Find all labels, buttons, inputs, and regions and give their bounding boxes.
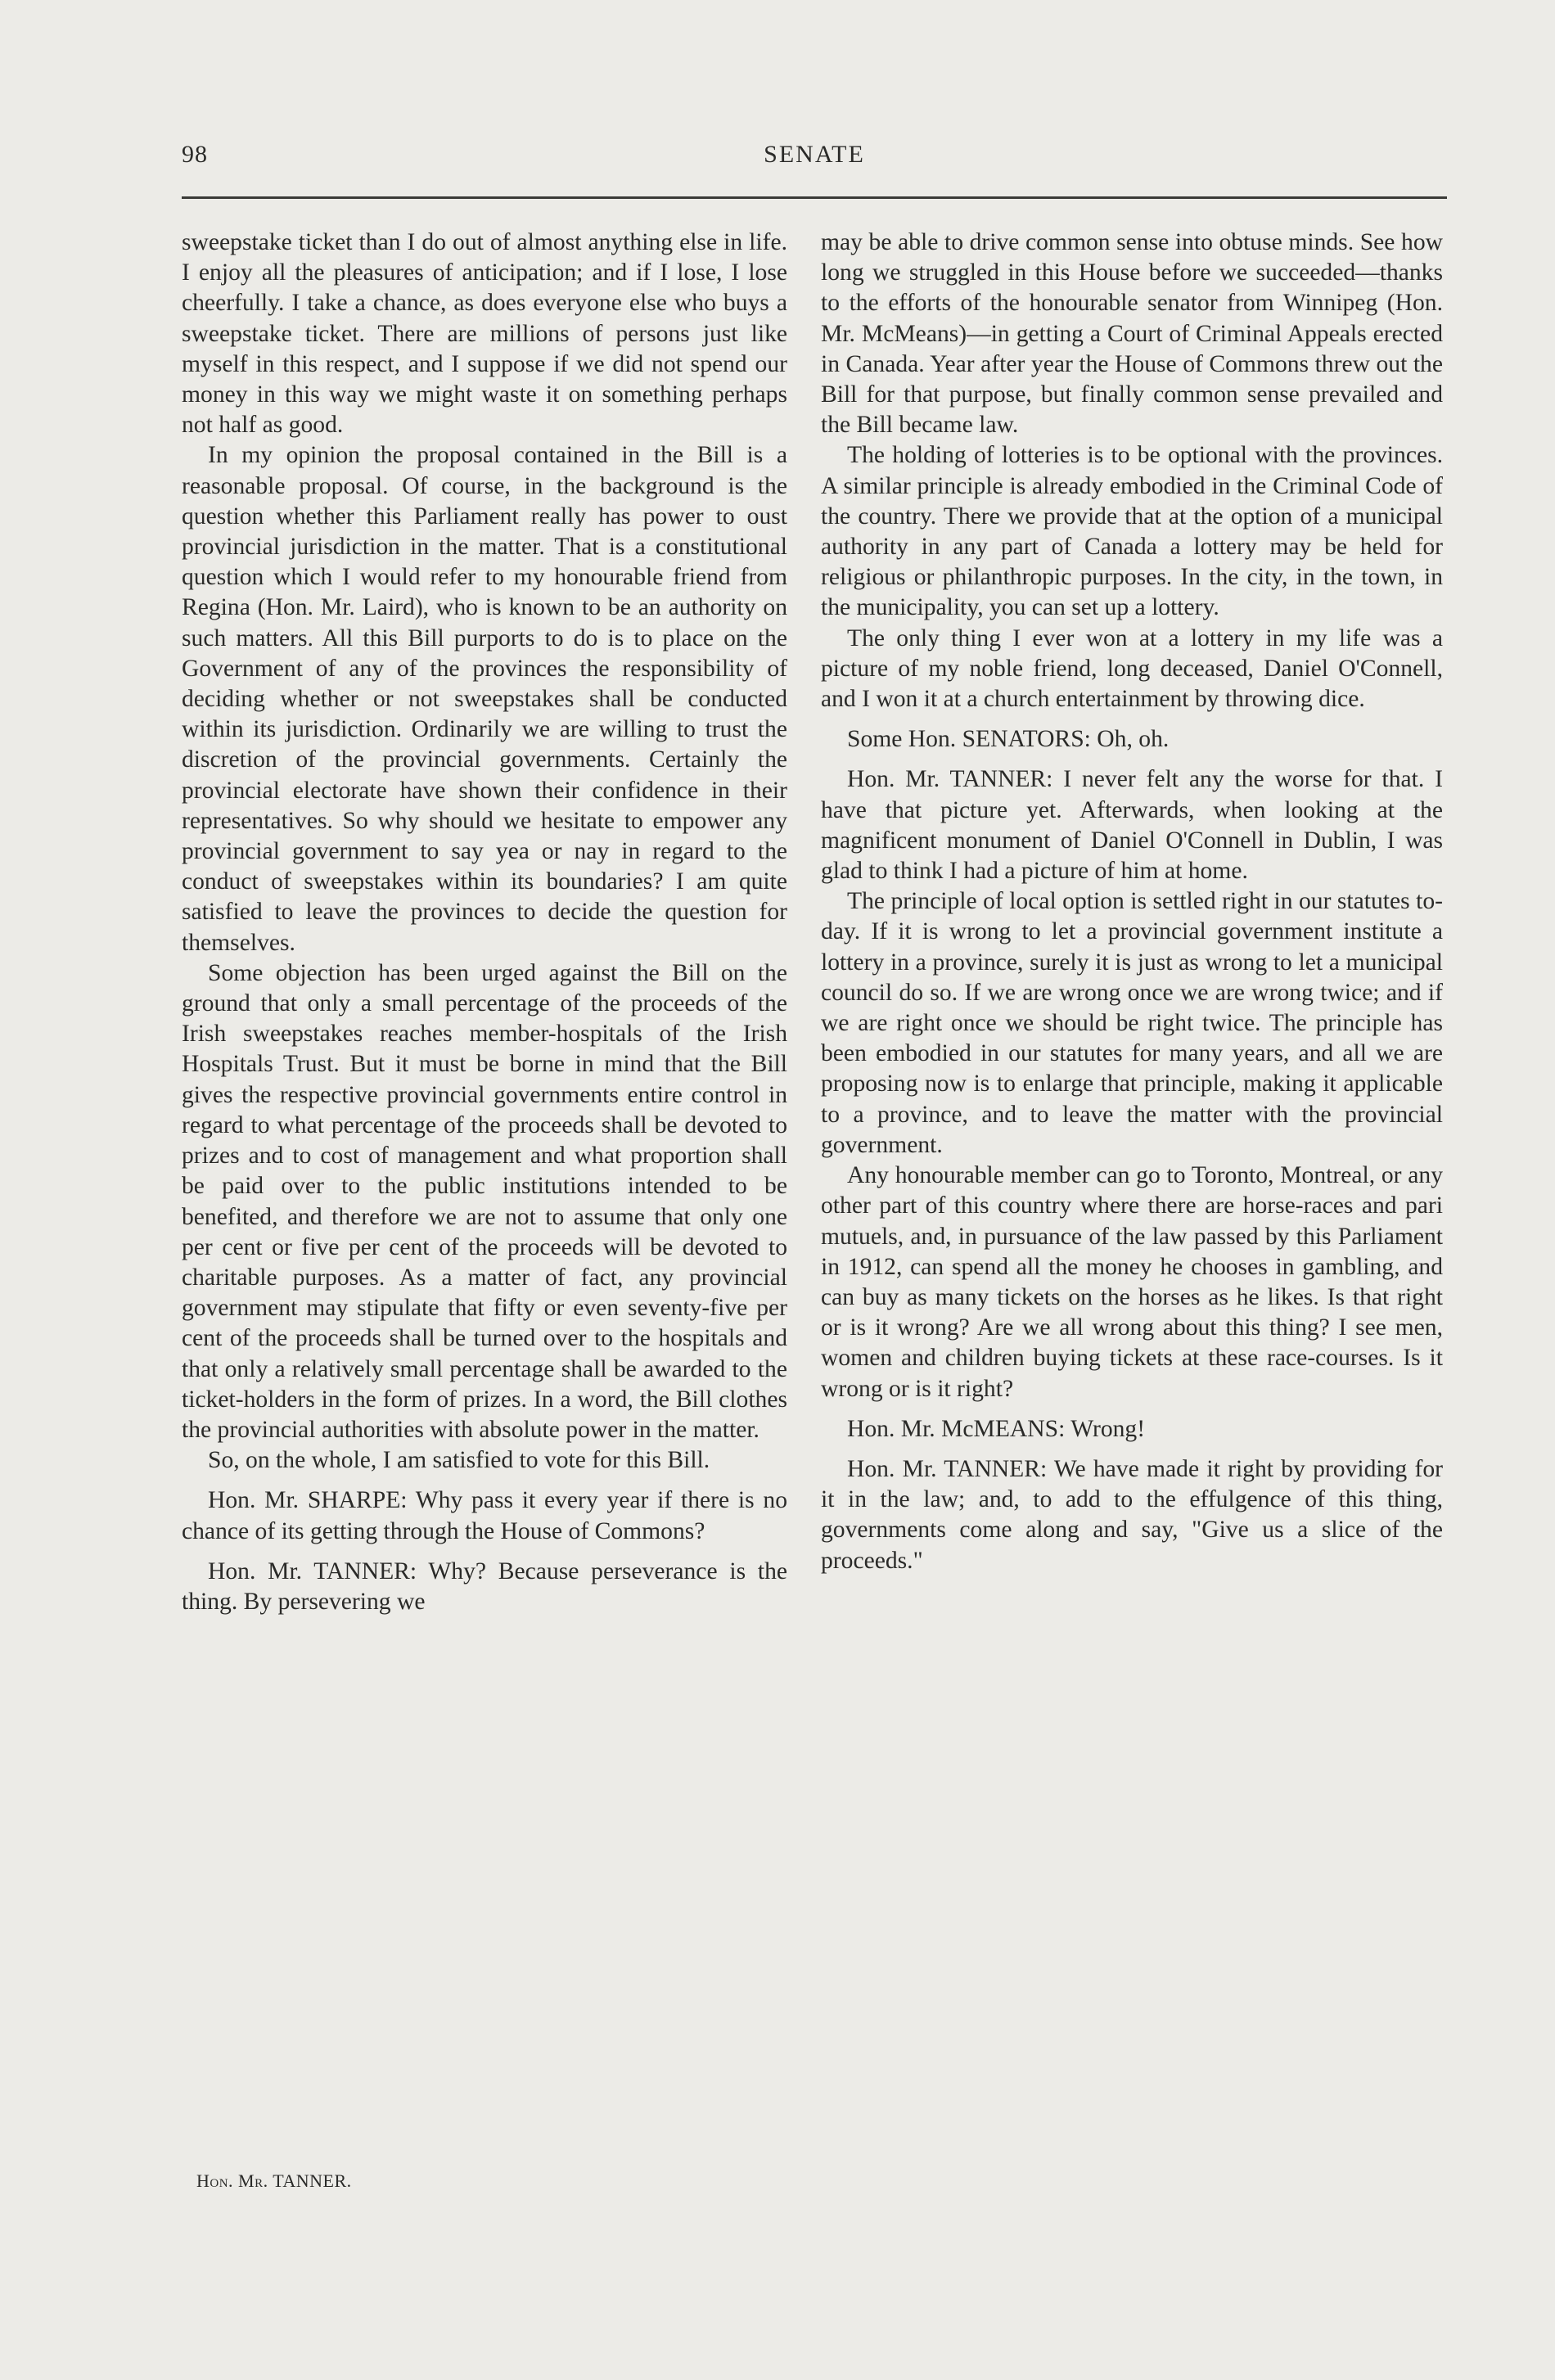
- paragraph: In my opinion the proposal contained in the Bill is a reasonable proposal. Of course, in the background is the question whether this Parliament really has power to oust provincial jurisdiction in the matter. That is a constitutional question which I would refer to my honourable friend from Regina (Hon. Mr. Laird), who is known to be an authority on such matters. All this Bill purports to do is to place on the Government of any of the provinces the responsibility of deciding whether or not sweepstakes shall be conducted within its jurisdiction. Ordinarily we are willing to trust the discretion of the provincial governments. Certainly the provincial electorate have shown their confidence in their representatives. So why should we hesitate to empower any provincial government to say yea or nay in regard to the conduct of sweepstakes within its boundaries? I am quite satisfied to leave the provinces to decide the question for themselves.: [182, 442, 787, 956]
- paragraph: Some objection has been urged against the Bill on the ground that only a small percentage of the proceeds of the Irish sweepstakes reaches member-hospitals of the Irish Hospitals Trust. But it must be borne in mind that the Bill gives the respective provincial governments entire control in regard to what percentage of the proceeds shall be devoted to prizes and to cost of management and what proportion shall be paid over to the public institutions intended to be benefited, and therefore we are not to assume that only one per cent or five per cent of the proceeds will be devoted to charitable purposes. As a matter of fact, any provincial government may stipulate that fifty or even seventy-five per cent of the proceeds shall be turned over to the hospitals and that only a relatively small percentage shall be awarded to the ticket-holders in the form of prizes. In a word, the Bill clothes the provincial authorities with absolute power in the matter.: [182, 959, 787, 1443]
- paragraph: So, on the whole, I am satisfied to vote for this Bill.: [208, 1447, 710, 1474]
- speaker-paragraph: Hon. Mr. TANNER: We have made it right by providing for it in the law; and, to add to the effulgence of this thing, governments come along and say, "Give us a slice of the proceeds.": [821, 1455, 1443, 1574]
- paragraph: may be able to drive common sense into obtuse minds. See how long we struggled in this House before we succeeded—thanks to the efforts of the honourable senator from Winnipeg (Hon. Mr. McMeans)—in getting a Court of Criminal Appeals erected in Canada. Year after year the House of Commons threw out the Bill for that purpose, but finally common sense prevailed and the Bill became law.: [821, 229, 1443, 439]
- header-rule: [182, 196, 1447, 199]
- right-column: [821, 228, 1443, 1576]
- running-head: [182, 141, 1447, 190]
- speaker-paragraph: Some Hon. SENATORS: Oh, oh.: [847, 726, 1170, 753]
- paragraph: sweepstake ticket than I do out of almost anything else in life. I enjoy all the pleasures of anticipation; and if I lose, I lose cheerfully. I take a chance, as does everyone else who buys a sweepstake ticket. There are millions of persons just like myself in this respect, and I suppose if we did not spend our money in this way we might waste it on something perhaps not half as good.: [182, 229, 787, 439]
- speaker-paragraph: Hon. Mr. McMEANS: Wrong!: [847, 1415, 1146, 1442]
- page-number: 98: [182, 141, 208, 168]
- footer-speaker-name: Hon. Mr. TANNER.: [196, 2170, 352, 2191]
- paragraph: The only thing I ever won at a lottery in my life was a picture of my noble friend, long deceased, Daniel O'Connell, and I won it at a church entertainment by throwing dice.: [821, 624, 1443, 713]
- section-title: SENATE: [764, 141, 865, 168]
- left-column: [182, 228, 787, 1617]
- paragraph: The holding of lotteries is to be optional with the provinces. A similar principle is already embodied in the Criminal Code of the country. There we provide that at the option of a municipal authority in any part of Canada a lottery may be held for religious or philanthropic purposes. In the city, in the town, in the municipality, you can set up a lottery.: [821, 442, 1443, 621]
- paragraph: Any honourable member can go to Toronto, Montreal, or any other part of this country where there are horse-races and pari mutuels, and, in pursuance of the law passed by this Parliament in 1912, can spend all the money he chooses in gambling, and can buy as many tickets on the horses as he likes. Is that right or is it wrong? Are we all wrong about this thing? I see men, women and children buying tickets at these race-courses. Is it wrong or is it right?: [821, 1162, 1443, 1402]
- speaker-paragraph: Hon. Mr. SHARPE: Why pass it every year if there is no chance of its getting through the House of Commons?: [182, 1487, 787, 1544]
- speaker-paragraph: Hon. Mr. TANNER: I never felt any the worse for that. I have that picture yet. Afterwards, when looking at the magnificent monument of Daniel O'Connell in Dublin, I was glad to think I had a picture of him at home.: [821, 766, 1443, 885]
- speaker-paragraph: Hon. Mr. TANNER: Why? Because perseverance is the thing. By persevering we: [182, 1557, 787, 1615]
- paragraph: The principle of local option is settled right in our statutes to-day. If it is wrong to let a provincial government institute a lottery in a province, surely it is just as wrong to let a municipal council do so. If we are wrong once we are wrong twice; and if we are right once we should be right twice. The principle has been embodied in our statutes for many years, and all we are proposing now is to enlarge that principle, making it applicable to a province, and to leave the matter with the provincial government.: [821, 888, 1443, 1158]
